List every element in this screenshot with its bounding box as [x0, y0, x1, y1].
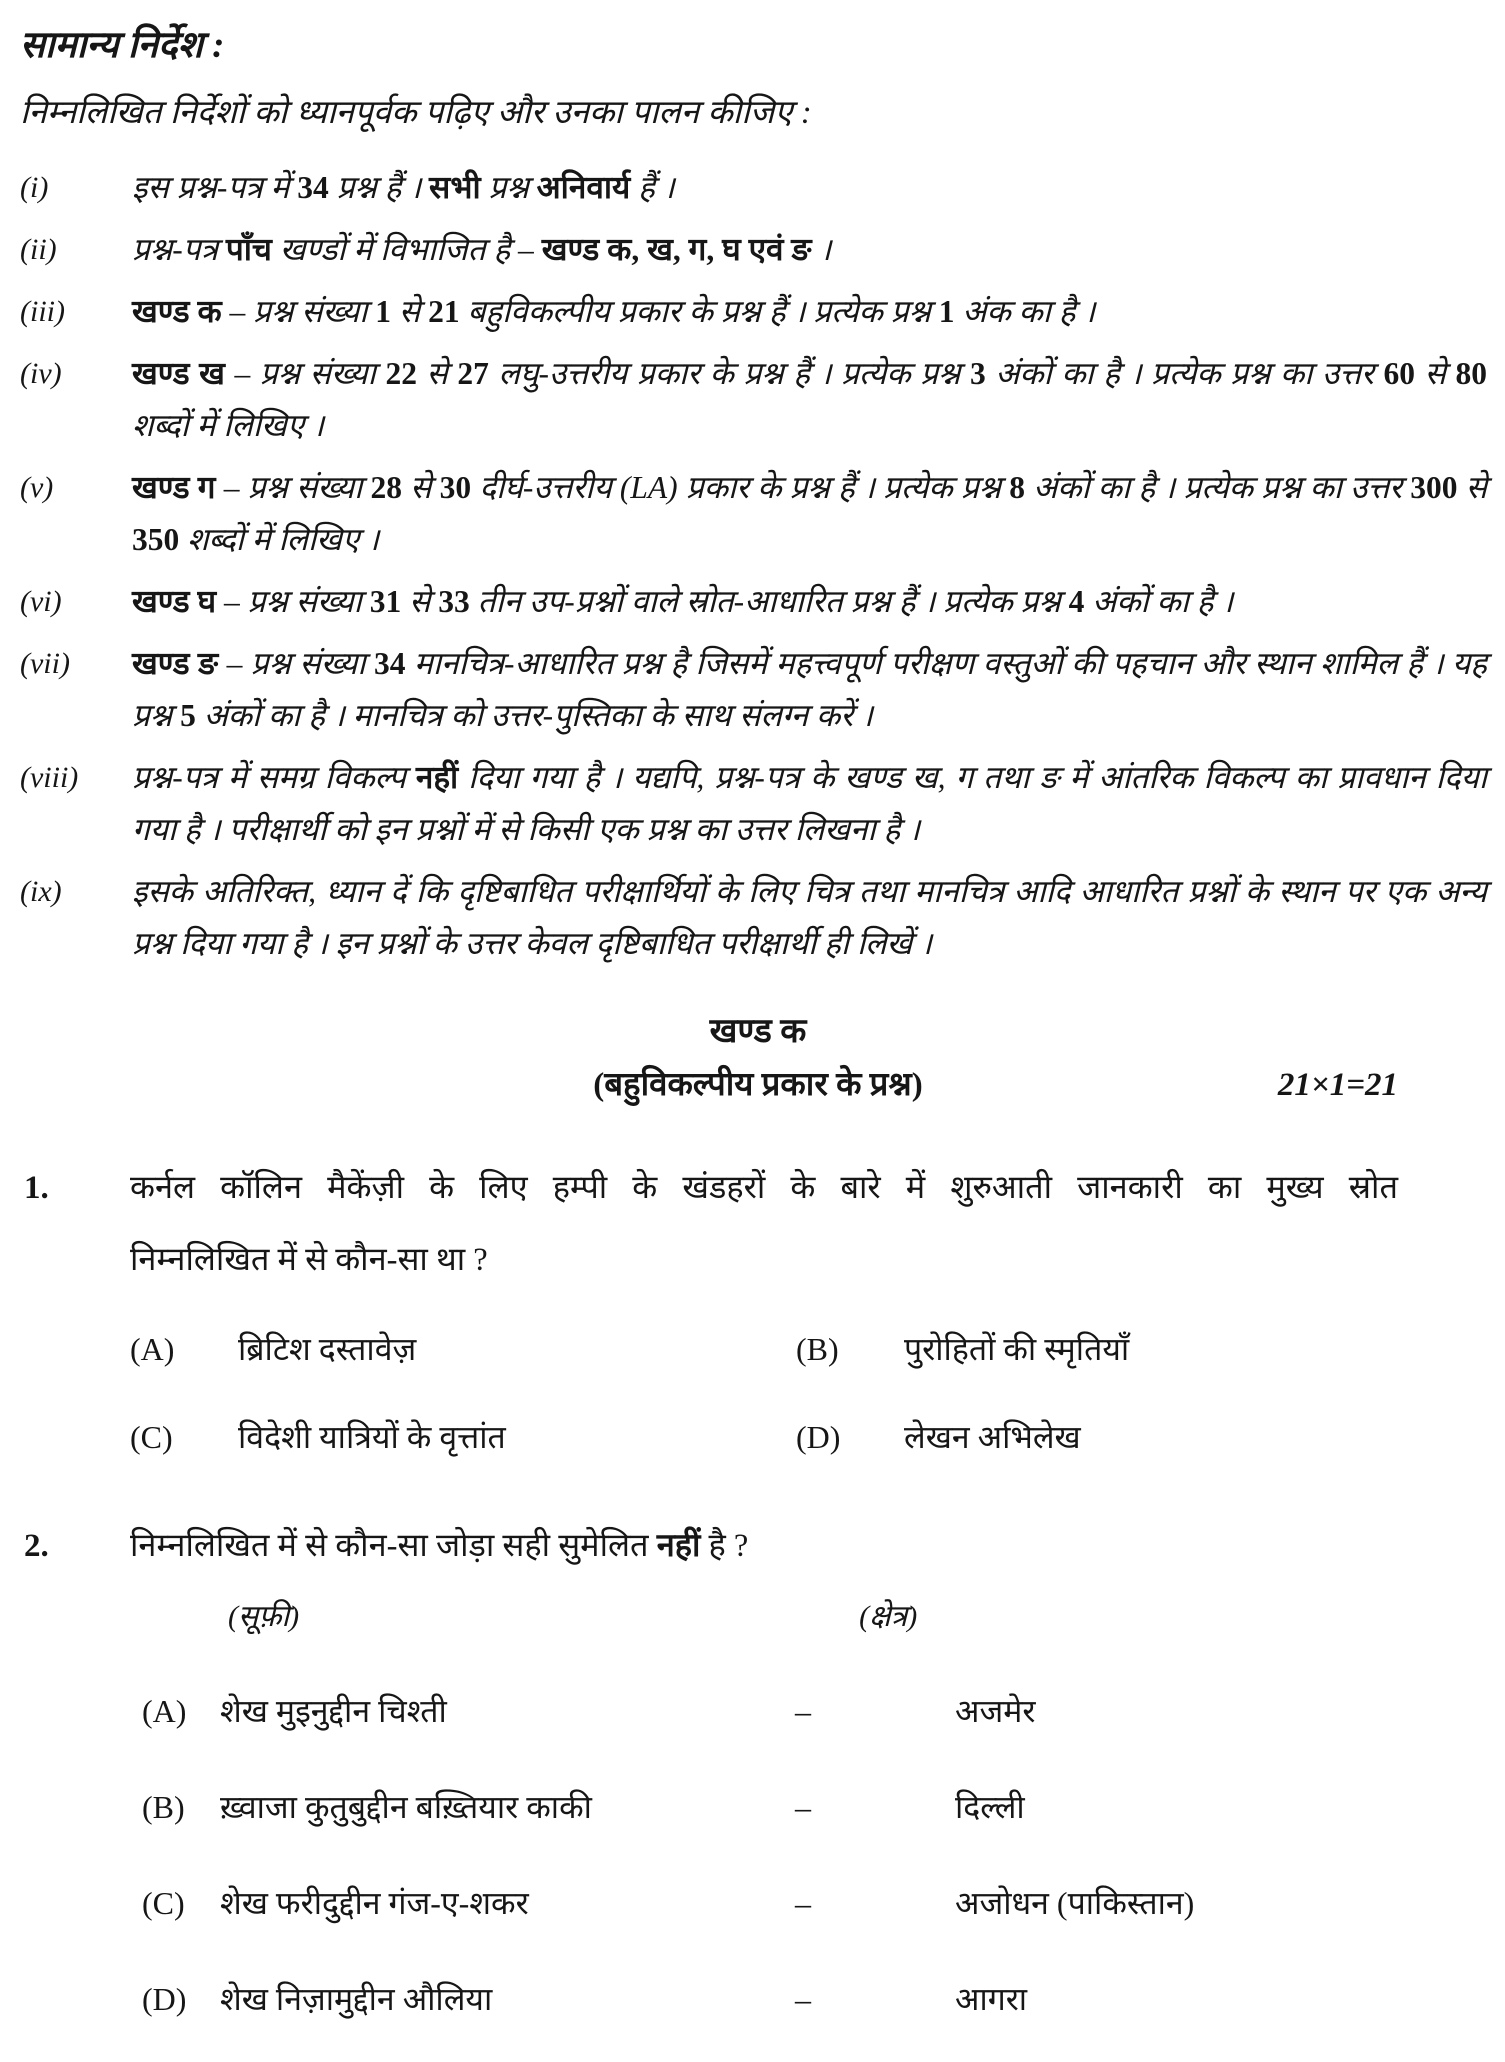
question-1-text-line-2: निम्नलिखित में से कौन-सा था ? [130, 1242, 488, 1278]
match-row-b-dash: – [795, 1789, 811, 1825]
instruction-number: (vi) [20, 585, 62, 618]
option-b-text: पुरोहितों की स्मृतियाँ [904, 1331, 1130, 1367]
section-a-heading: खण्ड क [709, 1013, 807, 1050]
general-instructions-title: सामान्य निर्देश : [20, 25, 225, 66]
instruction-text: खण्ड ख – प्रश्न संख्या 22 से 27 लघु-उत्तरीय प्रकार के प्रश्न हैं । प्रत्येक प्रश्न 3 अंकों का है । प्रत्येक प्रश्न का उत्तर 60 से 80 शब्दों में लिखिए । [132, 356, 1487, 443]
question-1-body [130, 1164, 1491, 1460]
instruction-item-i [20, 162, 1491, 214]
question-2-body [130, 1522, 1491, 2022]
instruction-item-ix [20, 866, 1491, 970]
question-1-number: 1. [24, 1170, 49, 1206]
question-1-options-row-2 [130, 1414, 1491, 1460]
match-row-c-right: अजोधन (पाकिस्तान) [955, 1885, 1195, 1921]
option-c-text: विदेशी यात्रियों के वृत्तांत [238, 1419, 506, 1455]
instruction-item-vii [20, 638, 1491, 742]
instruction-number: (iii) [20, 295, 65, 328]
match-column-right-header: (क्षेत्र) [859, 1600, 918, 1633]
match-row-a-label: (A) [142, 1693, 187, 1729]
instruction-text: खण्ड क – प्रश्न संख्या 1 से 21 बहुविकल्पीय प्रकार के प्रश्न हैं । प्रत्येक प्रश्न 1 अंक का है । [132, 294, 1096, 329]
instruction-text: खण्ड घ – प्रश्न संख्या 31 से 33 तीन उप-प्रश्नों वाले स्रोत-आधारित प्रश्न हैं । प्रत्येक प्रश्न 4 अंकों का है । [132, 584, 1234, 619]
match-row-b-right: दिल्ली [955, 1789, 1025, 1825]
option-a-text: ब्रिटिश दस्तावेज़ [238, 1331, 417, 1367]
instruction-item-v [20, 462, 1491, 566]
instruction-item-viii [20, 752, 1491, 856]
instruction-text: प्रश्न-पत्र पाँच खण्डों में विभाजित है – खण्ड क, ख, ग, घ एवं ङ । [132, 232, 832, 267]
instruction-number: (iv) [20, 357, 62, 390]
instruction-item-ii [20, 224, 1491, 276]
match-row-c-dash: – [795, 1885, 811, 1921]
option-c-label: (C) [130, 1419, 173, 1455]
match-row-b-label: (B) [142, 1789, 185, 1825]
section-a-subheading-row [120, 1064, 1396, 1106]
instruction-number: (vii) [20, 647, 70, 680]
match-row-a [130, 1688, 1491, 1734]
instruction-item-iv [20, 348, 1491, 452]
match-row-d-label: (D) [142, 1981, 187, 2017]
instruction-number: (viii) [20, 761, 79, 794]
instruction-number: (v) [20, 471, 54, 504]
match-row-a-dash: – [795, 1693, 811, 1729]
match-row-c-label: (C) [142, 1885, 185, 1921]
match-row-d-right: आगरा [955, 1981, 1028, 2017]
section-a-marks: 21×1=21 [1277, 1067, 1398, 1103]
match-row-a-left: शेख मुइनुद्दीन चिश्ती [220, 1693, 447, 1729]
instruction-number: (ii) [20, 233, 57, 266]
match-row-b [130, 1784, 1491, 1830]
instruction-text: खण्ड ग – प्रश्न संख्या 28 से 30 दीर्घ-उत्तरीय (LA) प्रकार के प्रश्न हैं । प्रत्येक प्रश्न 8 अंकों का है । प्रत्येक प्रश्न का उत्तर 300 से 350 शब्दों में लिखिए । [132, 470, 1487, 557]
instructions-list [20, 162, 1491, 970]
match-row-b-left: ख़्वाजा कुतुबुद्दीन बख़्तियार काकी [220, 1789, 592, 1825]
question-2 [20, 1522, 1491, 2022]
instruction-text: इसके अतिरिक्त, ध्यान दें कि दृष्टिबाधित परीक्षार्थियों के लिए चित्र तथा मानचित्र आदि आधारित प्रश्नों के स्थान पर एक अन्य प्रश्न दिया गया है । इन प्रश्नों के उत्तर केवल दृष्टिबाधित परीक्षार्थी ही लिखें । [132, 874, 1487, 961]
option-a-label: (A) [130, 1331, 175, 1367]
match-row-a-right: अजमेर [955, 1693, 1036, 1729]
question-2-text: निम्नलिखित में से कौन-सा जोड़ा सही सुमेलित नहीं है ? [130, 1528, 749, 1564]
option-d-label: (D) [796, 1419, 841, 1455]
option-d-text: लेखन अभिलेख [904, 1419, 1081, 1455]
instruction-text: इस प्रश्न-पत्र में 34 प्रश्न हैं । सभी प्रश्न अनिवार्य हैं । [132, 170, 675, 205]
section-a-type: (बहुविकल्पीय प्रकार के प्रश्न) [593, 1067, 923, 1103]
instruction-item-vi [20, 576, 1491, 628]
question-1 [20, 1164, 1491, 1460]
general-instructions-intro: निम्नलिखित निर्देशों को ध्यानपूर्वक पढ़िए और उनका पालन कीजिए : [20, 95, 812, 131]
match-row-d [130, 1976, 1491, 2022]
question-1-options-row-1 [130, 1326, 1491, 1372]
match-row-c [130, 1880, 1491, 1926]
match-row-d-dash: – [795, 1981, 811, 2017]
match-row-c-left: शेख फरीदुद्दीन गंज-ए-शकर [220, 1885, 529, 1921]
match-row-d-left: शेख निज़ामुद्दीन औलिया [220, 1981, 493, 2017]
question-2-number: 2. [24, 1528, 49, 1564]
instruction-text: खण्ड ङ – प्रश्न संख्या 34 मानचित्र-आधारित प्रश्न है जिसमें महत्त्वपूर्ण परीक्षण वस्तुओं की पहचान और स्थान शामिल हैं । यह प्रश्न 5 अंकों का है । मानचित्र को उत्तर-पुस्तिका के साथ संलग्न करें । [132, 646, 1487, 733]
question-1-text-line-1: कर्नल कॉलिन मैकेंज़ी के लिए हम्पी के खंडहरों के बारे में शुरुआती जानकारी का मुख्य स्रोत [130, 1170, 1398, 1206]
instruction-number: (i) [20, 171, 49, 204]
match-column-left-header: (सूफ़ी) [228, 1600, 300, 1633]
match-column-headers [130, 1596, 1491, 1638]
instruction-item-iii [20, 286, 1491, 338]
instruction-text: प्रश्न-पत्र में समग्र विकल्प नहीं दिया गया है । यद्यपि, प्रश्न-पत्र के खण्ड ख, ग तथा ङ में आंतरिक विकल्प का प्रावधान दिया गया है । परीक्षार्थी को इन प्रश्नों में से किसी एक प्रश्न का उत्तर लिखना है । [132, 760, 1487, 847]
instruction-number: (ix) [20, 875, 62, 908]
option-b-label: (B) [796, 1331, 839, 1367]
